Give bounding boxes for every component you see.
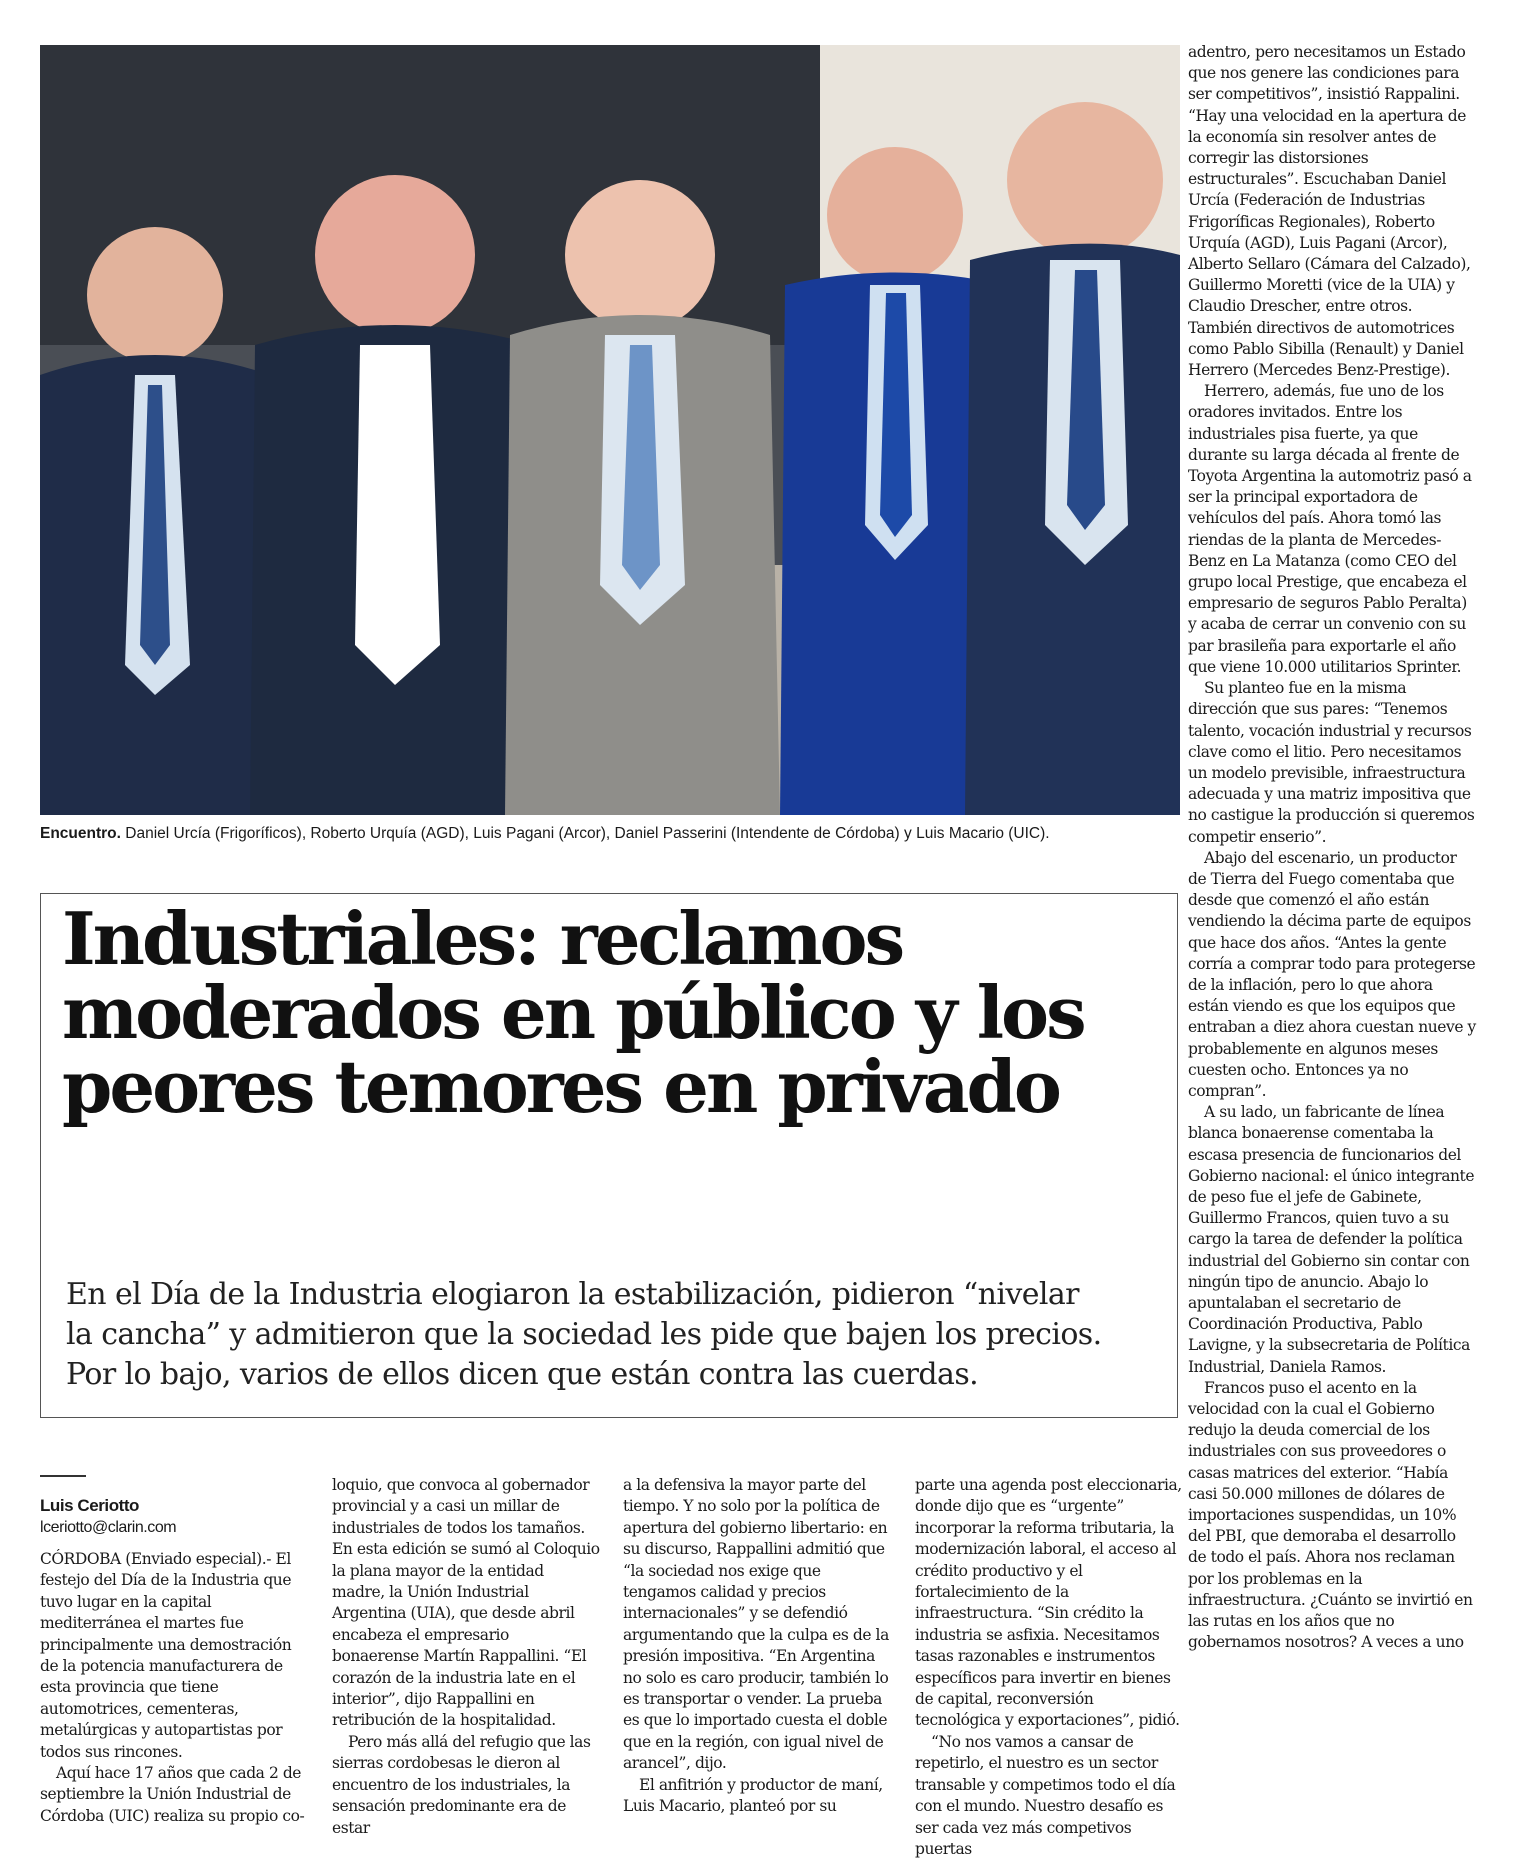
headline — [62, 896, 1142, 1129]
paragraph: adentro, pero necesitamos un Estado que nos genere las condiciones para ser competitivos”, insistió Rappalini. “Hay una velocidad en la apertura de la economía sin resolver antes de corregir las distorsiones estructurales”. Escuchaban Daniel Urcía (Federación de Industrias Frigoríficas Regionales), Roberto Urquía (AGD), Luis Pagani (Arcor), Alberto Sellaro (Cámara del Calzado), Guillermo Moretti (vice de la UIA) y Claudio Drescher, entre otros. También directivos de automotrices como Pablo Sibilla (Renault) y Daniel Herrero (Mercedes Benz-Prestige). — [1188, 43, 1471, 380]
photo-caption — [40, 824, 1180, 844]
article-photo — [40, 45, 1180, 815]
body-column-5 — [1188, 42, 1476, 1653]
body-column-2 — [332, 1475, 600, 1839]
paragraph: El anfitrión y productor de maní, Luis Macario, planteó por su — [623, 1775, 883, 1816]
body-column-3 — [623, 1475, 891, 1818]
paragraph: Abajo del escenario, un productor de Tierra del Fuego comentaba que desde que comenzó el año están vendiendo la décima parte de equipos que hace dos años. “Antes la gente corría a comprar todo para protegerse de la inflación, pero lo que ahora están viendo es que los equipos que entraban a diez ahora cuestan nueve y probablemente en algunos meses cuesten ocho. Entonces ya no compran”. — [1188, 848, 1476, 1100]
deck-line: la cancha” y admitieron que la sociedad les pide que bajen los precios. — [66, 1317, 1102, 1352]
paragraph: Francos puso el acento en la velocidad con la cual el Gobierno redujo la deuda comercial de los industriales con sus proveedores o casas matrices del exterior. “Había casi 50.000 millones de dólares de importaciones suspendidas, un 10% del PBI, que demoraba el desarrollo de todo el país. Ahora nos reclaman por los problemas en la infraestructura. ¿Cuánto se invirtió en las rutas en los años que no gobernamos nosotros? A veces a uno — [1188, 1378, 1473, 1652]
byline-rule — [40, 1475, 86, 1477]
paragraph: “No nos vamos a cansar de repetirlo, el nuestro es un sector transable y competimos todo el día con el mundo. Nuestro desafío es ser cada vez más competivos puertas — [915, 1732, 1176, 1858]
caption-lead: Encuentro. — [40, 825, 121, 842]
paragraph: A su lado, un fabricante de línea blanca bonaerense comentaba la escasa presencia de funcionarios del Gobierno nacional: el único integrante de peso fue el jefe de Gabinete, Guillermo Francos, quien tuvo a su cargo la tarea de defender la política industrial del Gobierno sin contar con ningún tipo de anuncio. Abajo lo apuntalaban el secretario de Coordinación Productiva, Pablo Lavigne, y la subsecretaria de Política Industrial, Daniela Ramos. — [1188, 1103, 1475, 1376]
paragraph: loquio, que convoca al gobernador provincial y a casi un millar de industriales de todos los tamaños. En esta edición se sumó al Coloquio la plana mayor de la entidad madre, la Unión Industrial Argentina (UIA), que desde abril encabeza el empresario bonaerense Martín Rappallini. “El corazón de la industria late en el interior”, dijo Rappallini en retribución de la hospitalidad. — [332, 1476, 600, 1730]
headline-line: Industriales: reclamos — [62, 896, 903, 981]
deck-subtitle — [66, 1275, 1156, 1395]
photo-illustration — [40, 45, 1180, 815]
paragraph: parte una agenda post eleccionaria, donde dijo que es “urgente” incorporar la reforma tributaria, la modernización laboral, el acceso al crédito productivo y el fortalecimiento de la infraestructura. “Sin crédito la industria se asfixia. Necesitamos tasas razonables e instrumentos específicos para invertir en bienes de capital, reconversión tecnológica y exportaciones”, pidió. — [915, 1476, 1182, 1730]
paragraph: a la defensiva la mayor parte del tiempo. Y no solo por la política de apertura del gobierno libertario: en su discurso, Rappallini admitió que “la sociedad nos exige que tengamos calidad y precios internacionales” y se defendió argumentando que la culpa es de la presión impositiva. “En Argentina no solo es caro producir, también lo es transportar o vender. La prueba es que lo importado cuesta el doble que en la región, con igual nivel de arancel”, dijo. — [623, 1476, 889, 1773]
deck-line: Por lo bajo, varios de ellos dicen que están contra las cuerdas. — [66, 1357, 979, 1392]
paragraph: Herrero, además, fue uno de los oradores invitados. Entre los industriales pisa fuerte, ya que durante su larga década al frente de Toyota Argentina la automotriz pasó a ser la principal exportadora de vehículos del país. Ahora tomó las riendas de la planta de Mercedes-Benz en La Matanza (como CEO del grupo local Prestige, que encabeza el empresario de seguros Pablo Peralta) y acaba de cerrar un convenio con su par brasileña para exportarle el año que viene 10.000 utilitarios Sprinter. — [1188, 382, 1472, 676]
body-column-4 — [915, 1475, 1183, 1860]
body-column-1 — [40, 1475, 308, 1827]
paragraph: Pero más allá del refugio que las sierras cordobesas le dieron al encuentro de los industriales, la sensación predominante era de estar — [332, 1732, 591, 1837]
deck-line: En el Día de la Industria elogiaron la estabilización, pidieron “nivelar — [66, 1277, 1079, 1312]
byline-email[interactable]: lceriotto@clarin.com — [40, 1519, 177, 1536]
paragraph: Aquí hace 17 años que cada 2 de septiembre la Unión Industrial de Córdoba (UIC) realiza su propio co- — [40, 1764, 305, 1825]
byline-name: Luis Ceriotto — [40, 1496, 139, 1515]
caption-text: Daniel Urcía (Frigoríficos), Roberto Urquía (AGD), Luis Pagani (Arcor), Daniel Passerini (Intendente de Córdoba) y Luis Macario (UIC). — [120, 825, 1050, 842]
paragraph: CÓRDOBA (Enviado especial).- El festejo del Día de la Industria que tuvo lugar en la capital mediterránea el martes fue principalmente una demostración de la potencia manufacturera de esta provincia que tiene automotrices, cementeras, metalúrgicas y autopartistas por todos sus rincones. — [40, 1550, 292, 1761]
headline-line: moderados en público y los — [62, 970, 1084, 1055]
headline-line: peores temores en privado — [62, 1044, 1059, 1129]
paragraph: Su planteo fue en la misma dirección que sus pares: “Tenemos talento, vocación industrial y recursos clave como el litio. Pero necesitamos un modelo previsible, infraestructura adecuada y una matriz impositiva que no castigue la producción si queremos competir enserio”. — [1188, 679, 1475, 846]
